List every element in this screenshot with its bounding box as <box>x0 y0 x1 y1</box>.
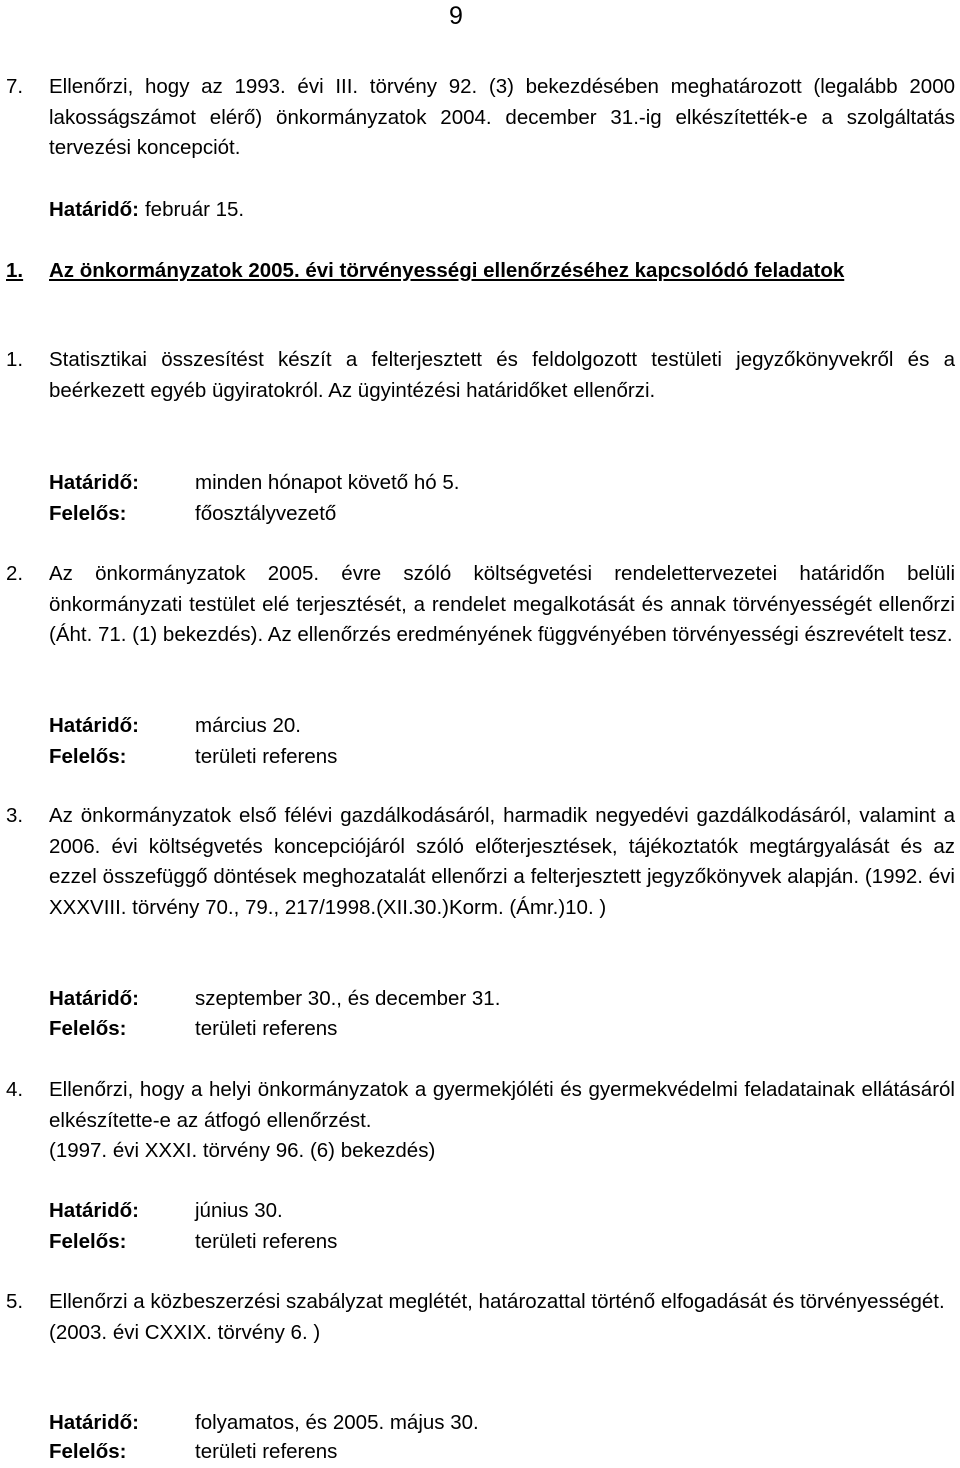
item-text: Ellenőrzi a közbeszerzési szabályzat meglétét, határozattal történő elfogadását és törvényességét. <box>49 1290 945 1313</box>
item-number: 4. <box>6 1078 24 1101</box>
deadline-label: Határidő: <box>49 714 139 737</box>
list-item <box>0 1287 960 1348</box>
owner-label: Felelős: <box>49 745 127 768</box>
owner-row <box>49 742 337 773</box>
owner-row <box>49 1437 337 1468</box>
item-reference: (2003. évi CXXIX. törvény 6. ) <box>49 1320 321 1344</box>
owner-value: területi referens <box>195 1440 338 1463</box>
list-item <box>0 1075 960 1167</box>
item-text: Az önkormányzatok első félévi gazdálkodásáról, harmadik negyedévi gazdálkodásáról, valamint a 2006. évi költségvetés koncepciójáról szóló előterjesztések, tájékoztatók megtárgyalását és az ezzel összefüggő döntések meghozatalát ellenőrzi a felterjesztett jegyzőkönyvek alapján. (1992. évi XXXVIII. törvény 70., 79., 217/1998.(XII.30.)Korm. (Ámr.)10. ) <box>49 804 955 919</box>
list-item <box>0 801 960 923</box>
item-text: Statisztikai összesítést készít a felterjesztett és feldolgozott testületi jegyzőkönyvekről és a beérkezett egyéb ügyiratokról. Az ügyintézési határidőket ellenőrzi. <box>49 348 955 402</box>
deadline-value: március 20. <box>195 714 301 737</box>
deadline-row <box>49 711 301 742</box>
list-item <box>0 72 960 164</box>
item-reference: (1997. évi XXXI. törvény 96. (6) bekezdés) <box>49 1139 436 1162</box>
section-number: 1. <box>6 259 24 282</box>
page-number: 9 <box>449 2 463 30</box>
deadline-label: Határidő: <box>49 198 139 221</box>
item-number: 1. <box>6 348 24 371</box>
item-text: Az önkormányzatok 2005. évre szóló költségvetési rendelettervezetei határidőn belüli önkormányzati testület elé terjesztését, a rendelet megalkotását és annak törvényességét ellenőrzi (Áht. 71. (1) bekezdés). Az ellenőrzés eredményének függvényében törvényességi észrevételt tesz. <box>49 562 955 646</box>
section-title: Az önkormányzatok 2005. évi törvényességi ellenőrzéséhez kapcsolódó feladatok <box>49 259 845 282</box>
deadline-value: szeptember 30., és december 31. <box>195 987 501 1010</box>
owner-label: Felelős: <box>49 1017 127 1040</box>
deadline-label: Határidő: <box>49 471 139 494</box>
owner-label: Felelős: <box>49 1230 127 1253</box>
list-item <box>0 345 960 406</box>
item-number: 2. <box>6 562 24 585</box>
deadline-value: folyamatos, és 2005. május 30. <box>195 1411 479 1434</box>
owner-row <box>49 499 336 530</box>
deadline-label: Határidő: <box>49 1411 139 1434</box>
item-number: 7. <box>6 75 24 98</box>
item-text: Ellenőrzi, hogy az 1993. évi III. törvény 92. (3) bekezdésében meghatározott (legalább 2000 lakosságszámot elérő) önkormányzatok 2004. december 31.-ig elkészítették-e a szolgáltatás tervezési koncepciót. <box>49 75 955 159</box>
item-number: 3. <box>6 804 24 827</box>
list-item <box>0 559 960 651</box>
item-text: Ellenőrzi, hogy a helyi önkormányzatok a gyermekjóléti és gyermekvédelmi feladatainak ellátásáról elkészítette-e az átfogó ellenőrzést. <box>49 1078 955 1132</box>
owner-row <box>49 1227 337 1258</box>
section-heading <box>0 256 960 287</box>
owner-value: területi referens <box>195 745 338 768</box>
deadline-row <box>49 984 500 1015</box>
owner-label: Felelős: <box>49 1440 127 1463</box>
deadline-value: minden hónapot követő hó 5. <box>195 471 460 494</box>
owner-label: Felelős: <box>49 502 127 525</box>
deadline-row <box>49 1408 479 1439</box>
item-number: 5. <box>6 1290 24 1313</box>
owner-value: főosztályvezető <box>195 502 337 525</box>
deadline-label: Határidő: <box>49 987 139 1010</box>
deadline-value: február 15. <box>144 198 245 221</box>
owner-value: területi referens <box>195 1017 338 1040</box>
deadline-row <box>49 195 244 226</box>
deadline-value: június 30. <box>195 1199 283 1222</box>
owner-value: területi referens <box>195 1230 338 1253</box>
deadline-row <box>49 468 459 499</box>
owner-row <box>49 1014 337 1045</box>
deadline-label: Határidő: <box>49 1199 139 1222</box>
deadline-row <box>49 1196 283 1227</box>
